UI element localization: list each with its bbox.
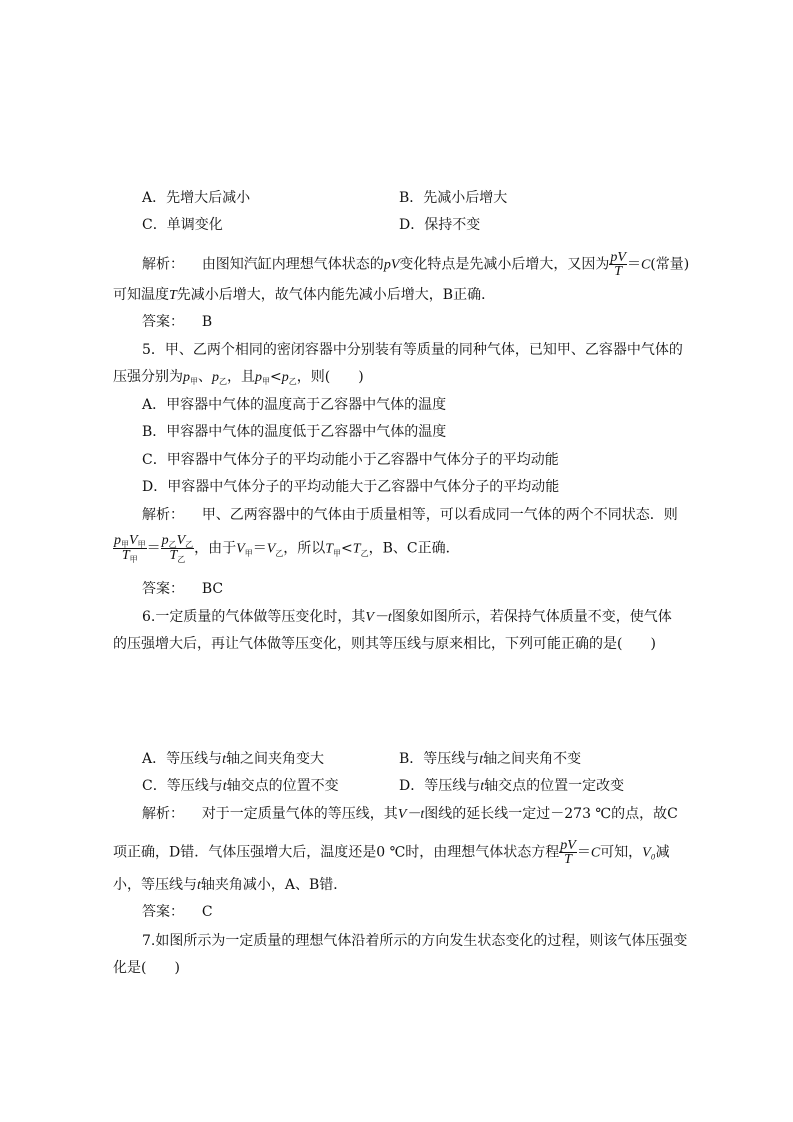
q5-fraction-jia: $\frac{p_甲V_甲}{T_甲}$	[114, 533, 146, 564]
q6-option-b: B．等压线与t轴之间夹角不变	[399, 751, 582, 767]
q5-option-b: B．甲容器中气体的温度低于乙容器中气体的温度	[142, 424, 447, 440]
q5-option-c: C．甲容器中气体分子的平均动能小于乙容器中气体分子的平均动能	[142, 452, 559, 468]
q5-option-d: D．甲容器中气体分子的平均动能大于乙容器中气体分子的平均动能	[142, 479, 560, 495]
q7-stem-line1: 7.如图所示为一定质量的理想气体沿着所示的方向发生状态变化的过程，则该气体压强变	[142, 933, 688, 949]
q5-analysis-line1: 解析： 甲、乙两容器中的气体由于质量相等，可以看成同一气体的两个不同状态．则	[142, 507, 678, 523]
q5-analysis-line2: $\frac{p_甲V_甲}{T_甲}$ ＝ $\frac{p_乙V_乙}{T_乙}$ ，由于$V_甲=V_乙$，所以$T_甲<T_乙$，B、C正确．	[114, 533, 460, 564]
q6-pv-over-t-fraction: $\frac{pV}{T}$	[560, 838, 576, 867]
q6-stem-line1: 6.一定质量的气体做等压变化时，其V－t图象如图所示，若保持气体质量不变，使气体	[142, 609, 672, 625]
q6-option-d: D．等压线与t轴交点的位置一定改变	[399, 778, 625, 794]
q5-fraction-yi: $\frac{p_乙V_乙}{T_乙}$	[161, 533, 194, 564]
q6-analysis-line2: 项正确，D错．气体压强增大后，温度还是0 ℃时，由理想气体状态方程 $\frac{pV}{T}$ ＝C可知，V₀减	[113, 838, 670, 867]
q6-analysis-line1: 解析： 对于一定质量气体的等压线，其V－t图线的延长线一定过－273 ℃的点，故C	[142, 806, 678, 822]
q6-option-a: A．等压线与t轴之间夹角变大	[142, 751, 325, 767]
q6-answer: 答案： C	[142, 904, 213, 920]
q4-answer: 答案： B	[142, 314, 213, 330]
q6-analysis-line3: 小，等压线与t轴夹角减小，A、B错．	[113, 877, 348, 893]
q5-stem-line2: 压强分别为$p_甲$、$p_乙$，且$p_甲<p_乙$，则( )	[113, 369, 364, 386]
q4-option-d: D．保持不变	[399, 217, 481, 233]
q6-stem-line2: 的压强增大后，再让气体做等压变化，则其等压线与原来相比，下列可能正确的是( )	[113, 636, 656, 652]
q4-option-c: C．单调变化	[142, 217, 223, 233]
q4-option-a: A．先增大后减小	[142, 190, 251, 206]
q7-stem-line2: 化是( )	[113, 960, 180, 976]
q4-option-b: B．先减小后增大	[399, 190, 508, 206]
q5-option-a: A．甲容器中气体的温度高于乙容器中气体的温度	[142, 397, 447, 413]
q5-stem-line1: 5．甲、乙两个相同的密闭容器中分别装有等质量的同种气体，已知甲、乙容器中气体的	[142, 342, 683, 358]
q4-analysis-line2: 可知温度T先减小后增大，故气体内能先减小后增大，B正确．	[113, 287, 496, 303]
q4-analysis-line1: 解析： 由图知汽缸内理想气体状态的pV变化特点是先减小后增大，又因为 $\frac{pV}{T}$ ＝C(常量)	[142, 250, 690, 279]
q6-option-c: C．等压线与t轴交点的位置不变	[142, 778, 339, 794]
pv-over-t-fraction: $\frac{pV}{T}$	[610, 250, 626, 279]
q5-answer: 答案： BC	[142, 581, 224, 597]
